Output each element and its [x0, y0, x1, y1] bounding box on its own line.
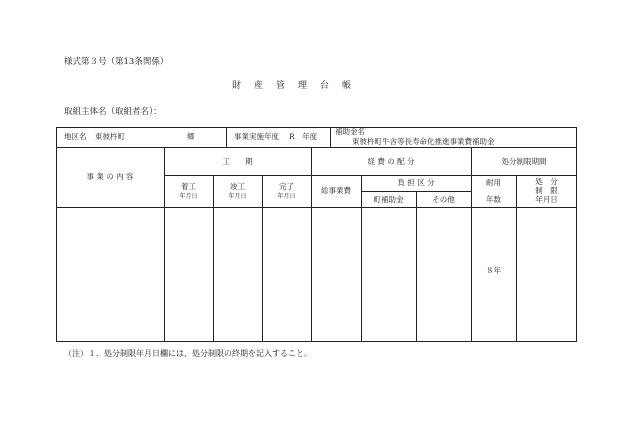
entity-name-label: 取組主体名（取組者名）： [64, 107, 162, 117]
durable-label: 耐用 [486, 178, 501, 187]
total-cost-label: 総事業費 [321, 186, 351, 195]
col-divider-schedule [311, 147, 312, 342]
start-date-label: 着工 [181, 182, 196, 191]
col-divider-district [226, 127, 227, 147]
town-subsidy-label: 町補助金 [373, 195, 404, 204]
col-divider-town [416, 191, 417, 342]
cost-allocation-label: 経 費 の 配 分 [367, 157, 415, 166]
row-divider-header [56, 147, 577, 148]
row-divider-columns [56, 207, 577, 208]
durable-years-value: ８年 [486, 266, 501, 275]
disposal-label-2: 制 限 [535, 186, 558, 195]
complete-date-label: 完了 [279, 182, 294, 191]
disposal-label-1: 処 分 [535, 177, 558, 186]
schedule-label: 工 期 [222, 157, 253, 166]
subsidy-name-label: 補助金名 [335, 127, 365, 136]
page-title: 財産管理台帳 [232, 81, 365, 91]
year-label: 事業実施年度 [234, 132, 279, 141]
content-label: 事 業 の 内 容 [86, 172, 134, 181]
form-number: 様式第３号（第13条関係） [64, 57, 169, 67]
col-divider-content [164, 147, 165, 342]
col-divider-cost [471, 147, 472, 342]
subsidy-name-value: 東彼杵町牛舎等長寿命化推進事業費補助金 [352, 137, 495, 146]
district-value: 東彼杵町 [95, 132, 125, 141]
district-label: 地区名 [64, 132, 87, 141]
year-value: R 年度 [289, 132, 318, 141]
complete-date-sub: 年月日 [277, 193, 296, 200]
years-label: 年数 [486, 195, 501, 204]
footnote: （注）１．処分制限年月日欄には、処分制限の終期を記入すること。 [64, 349, 312, 358]
finish-date-sub: 年月日 [228, 193, 247, 200]
disposal-period-label: 処分制限期間 [501, 157, 547, 166]
other-label: その他 [432, 195, 455, 204]
burden-label: 負 担 区 分 [397, 178, 435, 187]
disposal-label-3: 年月日 [535, 195, 558, 204]
district-suffix: 郷 [187, 132, 195, 141]
property-ledger-table [56, 127, 577, 342]
finish-date-label: 竣工 [230, 182, 245, 191]
col-divider-year [330, 127, 331, 147]
start-date-sub: 年月日 [179, 193, 198, 200]
